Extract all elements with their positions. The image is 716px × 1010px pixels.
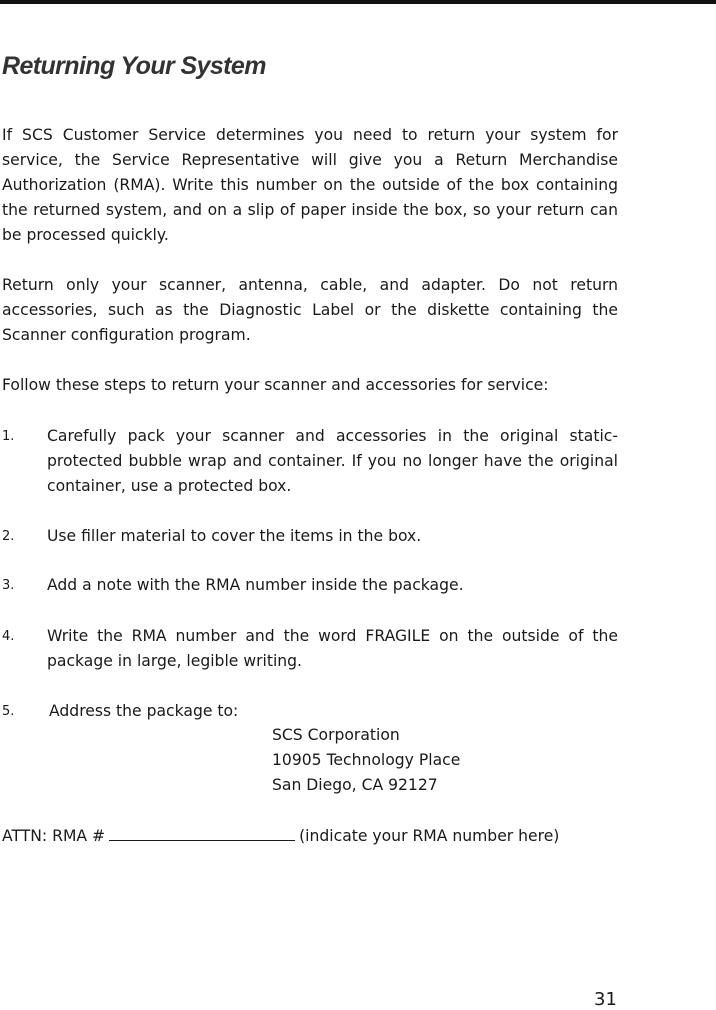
rma-blank-line: [109, 823, 295, 841]
page-number: 31: [594, 989, 617, 1010]
list-item: [0, 424, 618, 499]
step-text: Address the package to:: [49, 702, 239, 720]
step-number: 2.: [2, 529, 15, 544]
paragraph-steps-intro: Follow these steps to return your scanner and accessories for service:: [2, 376, 549, 394]
list-item: [0, 699, 618, 724]
address-company: SCS Corporation: [272, 726, 400, 744]
mailing-address: [272, 723, 460, 798]
step-text: Write the RMA number and the word FRAGILE on the outside of the package in large, legible writing.: [47, 627, 618, 670]
list-item: [0, 524, 618, 549]
paragraph-rma-intro: If SCS Customer Service determines you need to return your system for service, the Service Representative will give you a Return Merchandise Authorization (RMA). Write this number on the outside of the box containing the returned system, and on a slip of paper inside the box, so your return can be processed quickly.: [2, 126, 618, 244]
step-text: Add a note with the RMA number inside the package.: [47, 576, 464, 594]
step-text: Carefully pack your scanner and accessories in the original static-protected bubble wrap and container. If you no longer have the original container, use a protected box.: [47, 427, 618, 495]
step-number: 3.: [2, 578, 15, 593]
paragraph-return-items: Return only your scanner, antenna, cable, and adapter. Do not return accessories, such as the Diagnostic Label or the diskette containing the Scanner configuration program.: [2, 276, 618, 344]
address-street: 10905 Technology Place: [272, 751, 461, 769]
step-number: 5.: [2, 704, 15, 719]
list-item: [0, 573, 618, 598]
page-title: Returning Your System: [2, 52, 266, 80]
top-rule: [0, 0, 716, 4]
step-number: 1.: [2, 429, 15, 444]
address-city: San Diego, CA 92127: [272, 776, 438, 794]
attn-note: (indicate your RMA number here): [299, 827, 560, 845]
attn-label: ATTN: RMA #: [2, 827, 106, 845]
attn-line: [2, 823, 559, 849]
step-number: 4.: [2, 629, 15, 644]
step-text: Use filler material to cover the items in the box.: [47, 527, 422, 545]
list-item: [0, 624, 618, 674]
